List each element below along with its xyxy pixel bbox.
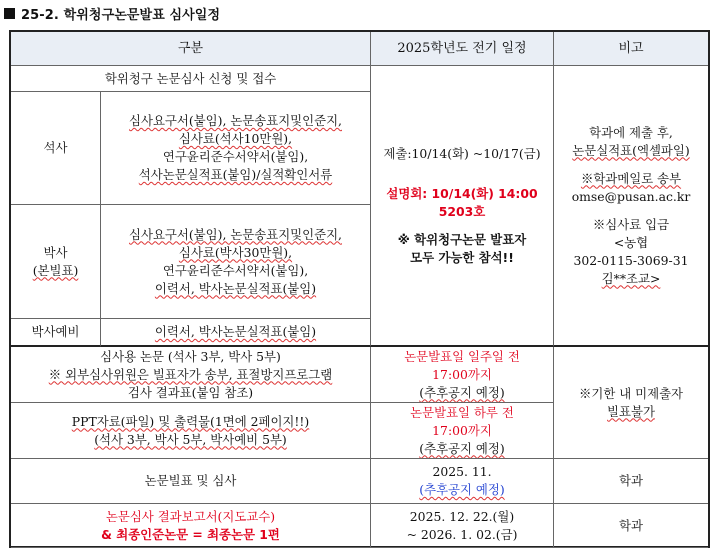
schedule-line: (추후공지 예정) [419,384,505,400]
phd-documents [101,205,371,319]
masters-doc-line: 연구윤리준수서약서(붙임), [162,149,309,164]
attendance-note: ※ 학위청구논문 발표자 [397,231,527,247]
apply-schedule [371,66,554,347]
prephd-doc-line: 이력서, 박사논문실적표(붙임) [154,324,317,339]
heading-title: 25-2. 학위청구논문발표 심사일정 [21,7,221,23]
remark-line: ※학과메일로 송부 [580,170,682,186]
remark-line: 논문실적표(엑셀파일) [572,142,690,158]
schedule-line: 17:00까지 [432,422,492,438]
remark-line: ※심사료 입금 [592,216,670,232]
briefing-time: 설명회: 10/14(화) 14:00 [386,185,538,201]
header-schedule: 2025학년도 전기 일정 [371,32,554,66]
schedule-line: 논문발표일 일주일 전 [404,348,520,364]
phd-label-line: (본빌표) [32,262,79,278]
ppt-items [11,403,371,459]
masters-label: 석사 [11,92,101,205]
result-schedule [371,504,554,548]
remark-line: 빌표불가 [607,403,655,419]
schedule-line: ~ 2026. 1. 02.(금) [406,526,518,542]
schedule-line: 2025. 11. [432,464,492,479]
remark-line: 김**조교> [601,270,661,286]
ppt-schedule [371,403,554,459]
remark-line: <농협 [613,234,649,250]
result-remark: 학과 [554,504,708,548]
review-copy-schedule [371,347,554,403]
schedule-line: 2025. 12. 22.(월) [409,508,515,524]
phd-label-line: 박사 [43,244,68,260]
schedule-line: 논문발표일 하루 전 [410,404,514,420]
schedule-line: (추후공지 예정) [419,440,505,456]
presentation-remark: 학과 [554,459,708,504]
contact-email: omse@pusan.ac.kr [571,188,691,204]
masters-documents [101,92,371,205]
review-copy-line: 검사 결과표(붙임 참조) [127,384,254,400]
phd-label [11,205,101,319]
apply-remarks [554,66,708,347]
apply-title: 학위청구 논문심사 신청 및 접수 [11,66,371,92]
phd-doc-line: 이력서, 박사논문실적표(붙임) [154,280,317,296]
prephd-documents [101,319,371,347]
schedule-line: (추후공지 예정) [419,482,505,497]
phd-doc-line: 심사료(박사30만원), [178,244,293,260]
review-copy-line: 심사용 논문 (석사 3부, 박사 5부) [100,348,281,364]
result-items [11,504,371,548]
review-copy-items [11,347,371,403]
presentation-schedule [371,459,554,504]
header-category: 구분 [11,32,371,66]
submit-period: 제출:10/14(화) ~10/17(금) [383,145,541,161]
masters-doc-line: 심사요구서(붙임), 논문송표지및인준지, [129,113,342,128]
phd-doc-line: 연구윤리준수서약서(붙임), [162,262,309,278]
masters-doc-line: 석사논문실적표(붙임)/실적확인서류 [138,167,333,182]
attendance-note: 모두 가능한 참석!! [410,249,514,265]
ppt-line: (석사 3부, 박사 5부, 박사예비 5부) [94,431,287,447]
masters-doc-line: 심사료(석사10만원), [178,131,293,146]
review-copy-line: ※ 외부심사위원은 빌표자가 송부, 표절방지프로그램 [48,366,333,382]
ppt-line: PPT자료(파일) 및 출력물(1면에 2페이지!!) [71,413,310,429]
result-line: 논문심사 결과보고서(지도교수) [105,508,276,524]
header-remarks: 비고 [554,32,708,66]
remark-line: 학과에 제출 후, [589,124,673,140]
briefing-room: 5203호 [438,203,486,219]
phd-doc-line: 심사요구서(붙임), 논문송표지및인준지, [129,226,342,242]
section-heading [4,2,220,24]
schedule-line: 17:00까지 [432,366,492,382]
square-bullet-icon [4,8,15,19]
prephd-label: 박사예비 [11,319,101,347]
presentation-label: 논문빌표 및 심사 [11,459,371,504]
remark-line: ※기한 내 미제출자 [578,385,684,401]
bank-account: 302-0115-3069-31 [573,252,689,268]
result-line: & 최종인준논문 = 최종논문 1편 [101,526,280,542]
deadline-remark [554,347,708,459]
schedule-table [9,30,710,548]
